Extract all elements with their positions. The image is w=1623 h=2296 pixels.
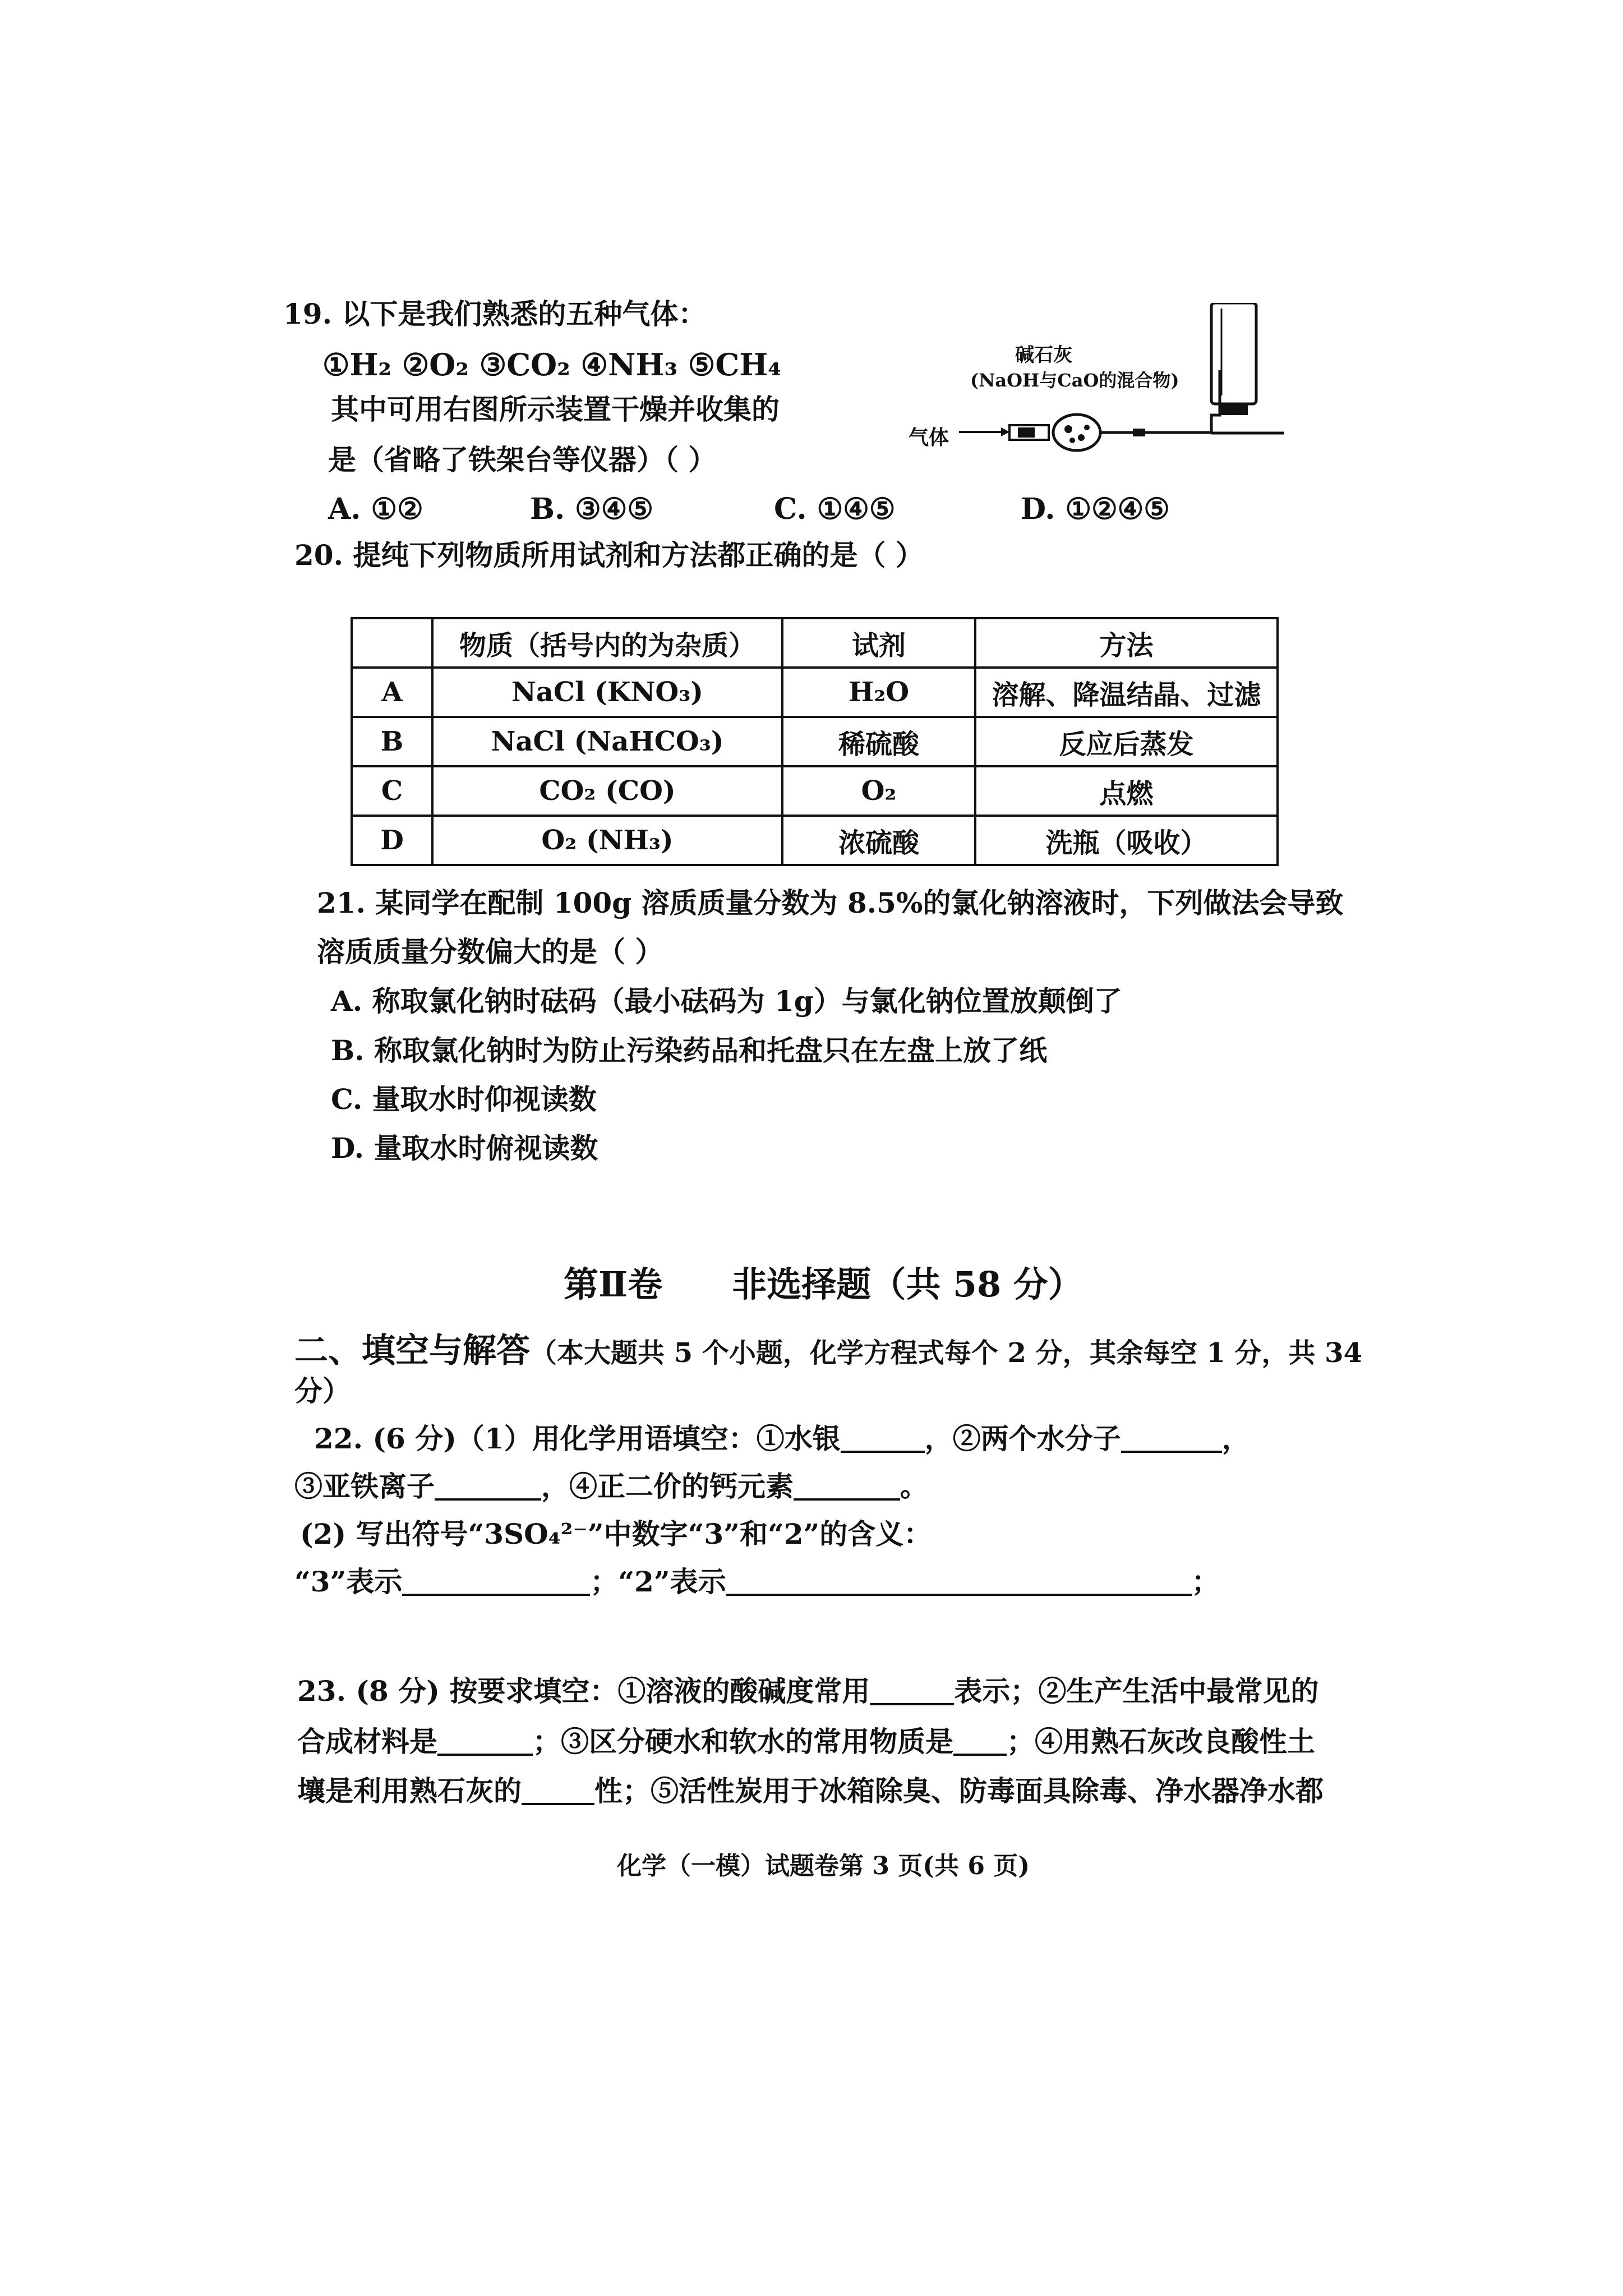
table-header: 试剂 [782,618,975,668]
q21-stem-line2: 溶质质量分数偏大的是（ ） [317,935,663,968]
table-row [352,816,1278,865]
table-cell: C [352,766,432,816]
q23-text: 壤是利用熟石灰的 [297,1774,522,1807]
q23-text: 性；⑤活性炭用于冰箱除臭、防毒面具除毒、净水器净水都 [594,1774,1324,1807]
q22-part2-text: “3”表示 [294,1565,403,1598]
q23-text: ；③区分硬水和软水的常用物质是 [533,1725,953,1758]
answer-blank[interactable] [522,1777,594,1805]
section-note: （本大题共 5 个小题，化学方程式每个 2 分，其余每空 1 分，共 34 [530,1337,1362,1369]
q22-line2 [294,1470,928,1503]
q19-stem: 19. 以下是我们熟悉的五种气体： [283,297,707,330]
table-row [352,766,1278,816]
table-cell: 稀硫酸 [782,717,975,766]
table-cell: 浓硫酸 [782,816,975,865]
q22-part1-text-c: ， [1221,1422,1250,1455]
figure-label-mixture: (NaOH与CaO的混合物) [970,370,1179,391]
table-cell: B [352,717,432,766]
q21-option-b: B. 称取氯化钠时为防止污染药品和托盘只在左盘上放了纸 [331,1034,1048,1067]
table-cell: 反应后蒸发 [975,717,1278,766]
q23-line3 [297,1774,1324,1807]
q19-option-c: C. ①④⑤ [774,492,896,526]
table-header [352,618,432,668]
q19-gases: ①H₂ ②O₂ ③CO₂ ④NH₃ ⑤CH₄ [322,347,781,383]
table-cell: 洗瓶（吸收） [975,816,1278,865]
q21-option-d: D. 量取水时俯视读数 [331,1131,598,1165]
table-cell: CO₂ (CO) [432,766,782,816]
q20-table [351,617,1279,866]
q19-option-a: A. ①② [328,492,423,526]
table-cell: H₂O [782,668,975,717]
q22-part1-text: ，④正二价的钙元素 [541,1470,794,1503]
answer-blank[interactable] [953,1728,1007,1756]
answer-blank[interactable] [870,1677,954,1705]
q19-option-b: B. ③④⑤ [530,492,654,526]
answer-blank[interactable] [435,1473,541,1501]
part2-title: 第Ⅱ卷 非选择题（共 58 分） [564,1264,1083,1305]
apparatus-drawing [897,303,1301,471]
table-cell: 点燃 [975,766,1278,816]
q19-option-d: D. ①②④⑤ [1021,492,1170,526]
q22-part2-text: ；“2”表示 [590,1565,726,1598]
figure-label-soda-lime: 碱石灰 [1015,344,1072,366]
q22-line3: (2) 写出符号“3SO₄²⁻”中数字“3”和“2”的含义： [300,1517,932,1550]
table-row [352,668,1278,717]
q22-part1-text: 。 [900,1470,928,1503]
q20-stem: 20. 提纯下列物质所用试剂和方法都正确的是（ ） [294,539,924,572]
q19-line3: 是（省略了铁架台等仪器）（ ） [328,443,717,476]
q23-text: 合成材料是 [297,1725,437,1758]
q23-line2 [297,1725,1315,1758]
table-cell: NaCl (NaHCO₃) [432,717,782,766]
table-row [352,717,1278,766]
table-cell: NaCl (KNO₃) [432,668,782,717]
q21-option-a: A. 称取氯化钠时砝码（最小砝码为 1g）与氯化钠位置放颠倒了 [331,984,1122,1018]
q23-text: 23. (8 分) 按要求填空：①溶液的酸碱度常用 [297,1674,870,1708]
q22-line1 [314,1422,1250,1455]
section-header [294,1324,1362,1372]
section-head: 二、填空与解答 [294,1331,530,1370]
table-cell: O₂ (NH₃) [432,816,782,865]
table-cell: A [352,668,432,717]
q22-line4 [294,1565,1220,1598]
drying-apparatus-figure [897,303,1301,471]
answer-blank[interactable] [841,1425,925,1453]
table-cell: D [352,816,432,865]
page-footer: 化学（一模）试题卷第 3 页(共 6 页) [617,1852,1030,1880]
q22-part1-text: 22. (6 分)（1）用化学用语填空：①水银 [314,1422,841,1455]
q21-option-c: C. 量取水时仰视读数 [331,1083,597,1116]
q21-stem-line1: 21. 某同学在配制 100g 溶质质量分数为 8.5%的氯化钠溶液时，下列做法会导致 [317,886,1344,919]
q23-text: ；④用熟石灰改良酸性土 [1007,1725,1315,1758]
answer-blank[interactable] [726,1568,1192,1596]
figure-label-gas: 气体 [909,426,949,449]
answer-blank[interactable] [402,1568,590,1596]
section-note-cont: 分） [294,1374,351,1407]
q23-line1 [297,1674,1319,1708]
q19-line2: 其中可用右图所示装置干燥并收集的 [331,393,780,426]
answer-blank[interactable] [1121,1425,1222,1453]
table-cell: 溶解、降温结晶、过滤 [975,668,1278,717]
q22-part2-text: ； [1191,1565,1220,1598]
table-cell: O₂ [782,766,975,816]
table-header: 方法 [975,618,1278,668]
q22-part1-text: ③亚铁离子 [294,1470,435,1503]
answer-blank[interactable] [437,1728,533,1756]
table-header-row [352,618,1278,668]
q23-text: 表示；②生产生活中最常见的 [954,1674,1319,1708]
table-header: 物质（括号内的为杂质） [432,618,782,668]
answer-blank[interactable] [794,1473,900,1501]
q22-part1-text-b: ，②两个水分子 [924,1422,1121,1455]
